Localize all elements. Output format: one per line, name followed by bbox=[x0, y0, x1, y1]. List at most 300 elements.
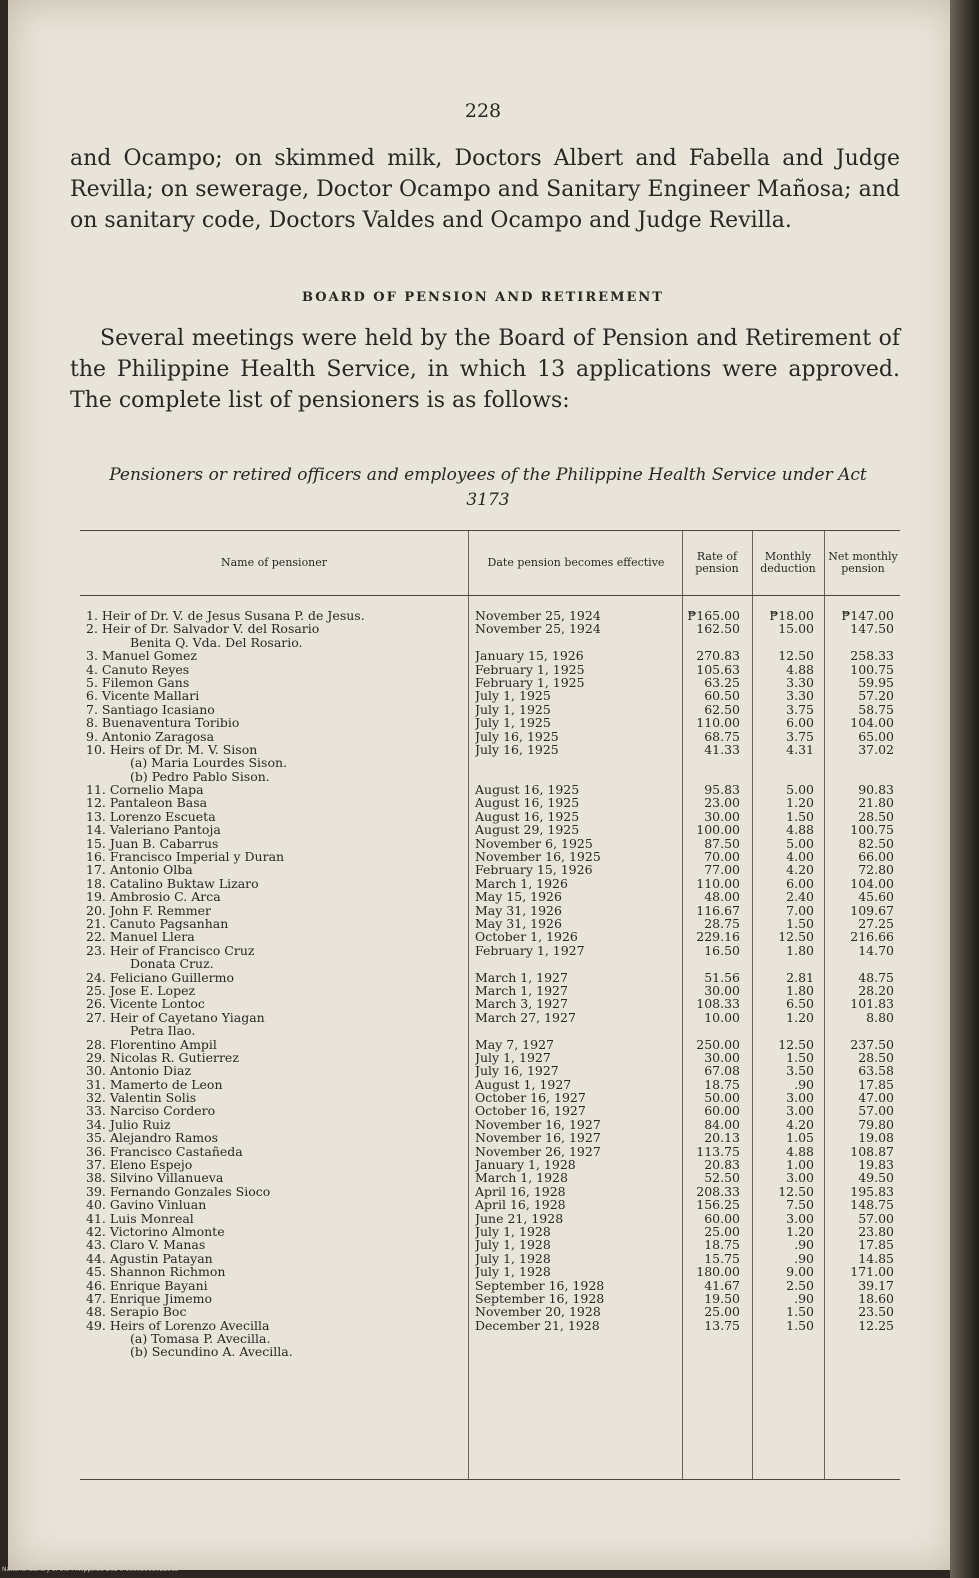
effective-date: March 1, 1926 bbox=[475, 875, 568, 891]
table-row bbox=[80, 1264, 900, 1280]
pensioner-name: 4. Canuto Reyes bbox=[86, 661, 190, 677]
net-pension: ₱147.00 bbox=[841, 608, 894, 623]
pension-rate: 15.75 bbox=[704, 1250, 740, 1266]
pensioner-name: 25. Jose E. Lopez bbox=[86, 982, 196, 998]
pensioner-name: 47. Enrique Jimemo bbox=[86, 1290, 213, 1306]
pension-rate: 162.50 bbox=[696, 621, 740, 637]
pensioner-name: 28. Florentino Ampil bbox=[86, 1036, 217, 1052]
pensioner-name: 16. Francisco Imperial y Duran bbox=[86, 849, 285, 865]
pension-rate: 229.16 bbox=[696, 929, 740, 945]
monthly-deduction: .90 bbox=[794, 1237, 814, 1253]
pension-rate: 250.00 bbox=[696, 1036, 740, 1052]
monthly-deduction: 1.20 bbox=[786, 795, 814, 811]
effective-date: July 16, 1927 bbox=[475, 1063, 559, 1079]
pension-rate: 19.50 bbox=[704, 1290, 740, 1306]
pensioner-name: 1. Heir of Dr. V. de Jesus Susana P. de Jesus. bbox=[86, 608, 365, 623]
pensioner-name: 20. John F. Remmer bbox=[86, 902, 212, 918]
table-body bbox=[80, 608, 900, 1358]
monthly-deduction: 1.05 bbox=[786, 1130, 814, 1146]
pensioner-name: 37. Eleno Espejo bbox=[86, 1157, 193, 1173]
pensioner-name: 35. Alejandro Ramos bbox=[86, 1130, 219, 1146]
effective-date: November 20, 1928 bbox=[475, 1304, 601, 1320]
table-caption: Pensioners or retired officers and employees of the Philippine Health Service under Act 3173 bbox=[109, 465, 867, 510]
pensioner-name: 32. Valentin Solis bbox=[86, 1090, 197, 1106]
monthly-deduction: .90 bbox=[794, 1250, 814, 1266]
table-row bbox=[80, 929, 900, 945]
monthly-deduction: 3.00 bbox=[786, 1103, 814, 1119]
net-pension: 237.50 bbox=[850, 1036, 894, 1052]
net-pension: 28.20 bbox=[858, 982, 894, 998]
pension-rate: 62.50 bbox=[704, 701, 740, 717]
pensioner-name: Donata Cruz. bbox=[130, 956, 214, 972]
table-row bbox=[80, 876, 900, 889]
table-row bbox=[80, 1077, 900, 1090]
pension-rate: 110.00 bbox=[696, 875, 740, 891]
pensioner-name: 5. Filemon Gans bbox=[86, 674, 190, 690]
table-row bbox=[80, 1331, 900, 1347]
pensioner-name: 41. Luis Monreal bbox=[86, 1210, 194, 1226]
table-row bbox=[80, 1170, 900, 1186]
net-pension: 148.75 bbox=[850, 1197, 894, 1213]
table-row bbox=[80, 608, 900, 621]
pension-rate: 63.25 bbox=[704, 674, 740, 690]
pension-rate: 13.75 bbox=[704, 1317, 740, 1333]
pension-rate: 208.33 bbox=[696, 1183, 740, 1199]
table-row bbox=[80, 903, 900, 916]
net-pension: 12.25 bbox=[858, 1317, 894, 1333]
table-row bbox=[80, 1050, 900, 1063]
table-row bbox=[80, 648, 900, 664]
net-pension: 28.50 bbox=[858, 1049, 894, 1065]
pensioner-name: 3. Manuel Gomez bbox=[86, 648, 197, 664]
pension-rate: ₱165.00 bbox=[687, 608, 740, 623]
net-pension: 109.67 bbox=[850, 902, 894, 918]
table-row bbox=[80, 782, 900, 798]
pensioner-name: (a) Maria Lourdes Sison. bbox=[130, 755, 287, 771]
pensioner-name: 23. Heir of Francisco Cruz bbox=[86, 942, 255, 958]
effective-date: September 16, 1928 bbox=[475, 1290, 605, 1306]
monthly-deduction: 1.80 bbox=[786, 982, 814, 998]
net-pension: 90.83 bbox=[858, 782, 894, 798]
net-pension: 104.00 bbox=[850, 715, 894, 731]
binding-shadow bbox=[950, 0, 979, 1578]
effective-date: May 31, 1926 bbox=[475, 902, 562, 918]
pension-rate: 180.00 bbox=[696, 1264, 740, 1280]
pension-rate: 60.50 bbox=[704, 688, 740, 704]
net-pension: 45.60 bbox=[858, 889, 894, 905]
effective-date: August 29, 1925 bbox=[475, 822, 580, 838]
pensioner-name: 30. Antonio Diaz bbox=[86, 1063, 192, 1079]
table-row bbox=[80, 996, 900, 1012]
pensioner-name: 48. Serapio Boc bbox=[86, 1304, 187, 1320]
net-pension: 66.00 bbox=[858, 849, 894, 865]
effective-date: August 16, 1925 bbox=[475, 782, 580, 798]
net-pension: 59.95 bbox=[858, 674, 894, 690]
monthly-deduction: 3.00 bbox=[786, 1170, 814, 1186]
effective-date: February 15, 1926 bbox=[475, 862, 593, 878]
pension-rate: 110.00 bbox=[696, 715, 740, 731]
monthly-deduction: 3.50 bbox=[786, 1063, 814, 1079]
net-pension: 23.80 bbox=[858, 1223, 894, 1239]
pensioner-name: 45. Shannon Richmon bbox=[86, 1264, 226, 1280]
effective-date: May 31, 1926 bbox=[475, 915, 562, 931]
effective-date: April 16, 1928 bbox=[475, 1197, 566, 1213]
net-pension: 28.50 bbox=[858, 808, 894, 824]
effective-date: April 16, 1928 bbox=[475, 1183, 566, 1199]
effective-date: September 16, 1928 bbox=[475, 1277, 605, 1293]
pension-rate: 116.67 bbox=[696, 902, 740, 918]
table-row bbox=[80, 1130, 900, 1146]
monthly-deduction: 7.50 bbox=[786, 1197, 814, 1213]
pensioner-name: 18. Catalino Buktaw Lizaro bbox=[86, 875, 259, 891]
effective-date: October 16, 1927 bbox=[475, 1103, 586, 1119]
table-row bbox=[80, 755, 900, 771]
net-pension: 47.00 bbox=[858, 1090, 894, 1106]
net-pension: 195.83 bbox=[850, 1183, 894, 1199]
net-pension: 39.17 bbox=[858, 1277, 894, 1293]
table-row bbox=[80, 1037, 900, 1050]
pension-rate: 20.13 bbox=[704, 1130, 740, 1146]
pension-rate: 20.83 bbox=[704, 1157, 740, 1173]
net-pension: 65.00 bbox=[858, 728, 894, 744]
net-pension: 8.80 bbox=[866, 1009, 894, 1025]
pensioner-name: 8. Buenaventura Toribio bbox=[86, 715, 240, 731]
effective-date: July 16, 1925 bbox=[475, 728, 559, 744]
page-number: 228 bbox=[464, 100, 502, 122]
effective-date: February 1, 1925 bbox=[475, 674, 585, 690]
table-row bbox=[80, 836, 900, 849]
net-pension: 100.75 bbox=[850, 822, 894, 838]
net-pension: 14.85 bbox=[858, 1250, 894, 1266]
table-row bbox=[80, 1103, 900, 1119]
effective-date: August 1, 1927 bbox=[475, 1076, 572, 1092]
net-pension: 19.08 bbox=[858, 1130, 894, 1146]
monthly-deduction: 15.00 bbox=[778, 621, 814, 637]
monthly-deduction: 6.50 bbox=[786, 996, 814, 1012]
table-row bbox=[80, 983, 900, 996]
pensioner-name: 2. Heir of Dr. Salvador V. del Rosario bbox=[86, 621, 320, 637]
pensioner-name: 13. Lorenzo Escueta bbox=[86, 808, 216, 824]
board-paragraph: Several meetings were held by the Board of Pension and Retirement of the Philippine Health Service, in which 13 applications were approved. The complete list of pensioners is as follows: bbox=[70, 326, 900, 413]
net-pension: 23.50 bbox=[858, 1304, 894, 1320]
table-row bbox=[80, 1291, 900, 1304]
pension-rate: 67.08 bbox=[704, 1063, 740, 1079]
effective-date: July 1, 1927 bbox=[475, 1049, 551, 1065]
monthly-deduction: 9.00 bbox=[786, 1264, 814, 1280]
table-row bbox=[80, 1224, 900, 1237]
effective-date: November 26, 1927 bbox=[475, 1143, 601, 1159]
net-pension: 63.58 bbox=[858, 1063, 894, 1079]
pensioner-name: 21. Canuto Pagsanhan bbox=[86, 915, 229, 931]
table-row bbox=[80, 1144, 900, 1157]
table-row bbox=[80, 635, 900, 648]
table-row bbox=[80, 1318, 900, 1331]
table-row bbox=[80, 662, 900, 675]
pension-rate: 16.50 bbox=[704, 942, 740, 958]
net-pension: 258.33 bbox=[850, 648, 894, 664]
pension-rate: 51.56 bbox=[704, 969, 740, 985]
monthly-deduction: 1.50 bbox=[786, 1317, 814, 1333]
pensioner-name: (a) Tomasa P. Avecilla. bbox=[130, 1331, 271, 1347]
net-pension: 17.85 bbox=[858, 1237, 894, 1253]
effective-date: January 15, 1926 bbox=[475, 648, 584, 664]
pension-rate: 50.00 bbox=[704, 1090, 740, 1106]
monthly-deduction: 3.75 bbox=[786, 701, 814, 717]
effective-date: May 7, 1927 bbox=[475, 1036, 554, 1052]
table-row bbox=[80, 1010, 900, 1023]
table-row bbox=[80, 1278, 900, 1291]
net-pension: 58.75 bbox=[858, 701, 894, 717]
monthly-deduction: 2.50 bbox=[786, 1277, 814, 1293]
net-pension: 100.75 bbox=[850, 661, 894, 677]
pensioner-name: 17. Antonio Olba bbox=[86, 862, 193, 878]
effective-date: October 1, 1926 bbox=[475, 929, 578, 945]
effective-date: November 6, 1925 bbox=[475, 835, 593, 851]
net-pension: 27.25 bbox=[858, 915, 894, 931]
net-pension: 104.00 bbox=[850, 875, 894, 891]
pensioner-name: 33. Narciso Cordero bbox=[86, 1103, 216, 1119]
effective-date: November 16, 1927 bbox=[475, 1130, 601, 1146]
table-row bbox=[80, 1344, 900, 1360]
effective-date: November 25, 1924 bbox=[475, 608, 601, 623]
monthly-deduction: 4.20 bbox=[786, 1116, 814, 1132]
pension-rate: 108.33 bbox=[696, 996, 740, 1012]
pension-rate: 60.00 bbox=[704, 1103, 740, 1119]
effective-date: January 1, 1928 bbox=[475, 1157, 576, 1173]
net-pension: 82.50 bbox=[858, 835, 894, 851]
section-heading: BOARD OF PENSION AND RETIREMENT bbox=[302, 290, 664, 305]
net-pension: 37.02 bbox=[858, 741, 894, 757]
pension-rate: 156.25 bbox=[696, 1197, 740, 1213]
net-pension: 171.00 bbox=[850, 1264, 894, 1280]
net-pension: 48.75 bbox=[858, 969, 894, 985]
monthly-deduction: 1.80 bbox=[786, 942, 814, 958]
net-pension: 108.87 bbox=[850, 1143, 894, 1159]
pension-rate: 95.83 bbox=[704, 782, 740, 798]
pension-rate: 113.75 bbox=[696, 1143, 740, 1159]
pension-table bbox=[80, 530, 900, 1480]
pensioner-name: 12. Pantaleon Basa bbox=[86, 795, 208, 811]
pensioner-name: 19. Ambrosio C. Arca bbox=[86, 889, 221, 905]
pensioner-name: 14. Valeriano Pantoja bbox=[86, 822, 221, 838]
effective-date: July 1, 1925 bbox=[475, 688, 551, 704]
net-pension: 57.20 bbox=[858, 688, 894, 704]
table-row bbox=[80, 742, 900, 755]
table-row bbox=[80, 1117, 900, 1130]
table-row bbox=[80, 1023, 900, 1039]
effective-date: May 15, 1926 bbox=[475, 889, 562, 905]
monthly-deduction: 1.50 bbox=[786, 1304, 814, 1320]
effective-date: August 16, 1925 bbox=[475, 795, 580, 811]
monthly-deduction: 7.00 bbox=[786, 902, 814, 918]
pension-rate: 68.75 bbox=[704, 728, 740, 744]
pensioner-name: (b) Pedro Pablo Sison. bbox=[130, 768, 270, 784]
monthly-deduction: 3.00 bbox=[786, 1090, 814, 1106]
monthly-deduction: 6.00 bbox=[786, 875, 814, 891]
pension-rate: 30.00 bbox=[704, 982, 740, 998]
pensioner-name: 38. Silvino Villanueva bbox=[86, 1170, 224, 1186]
effective-date: February 1, 1927 bbox=[475, 942, 585, 958]
pensioner-name: 43. Claro V. Manas bbox=[86, 1237, 206, 1253]
monthly-deduction: 1.00 bbox=[786, 1157, 814, 1173]
pension-rate: 30.00 bbox=[704, 1049, 740, 1065]
net-pension: 57.00 bbox=[858, 1103, 894, 1119]
net-pension: 18.60 bbox=[858, 1290, 894, 1306]
table-row bbox=[80, 1237, 900, 1253]
pension-rate: 18.75 bbox=[704, 1076, 740, 1092]
net-pension: 79.80 bbox=[858, 1116, 894, 1132]
pensioner-name: (b) Secundino A. Avecilla. bbox=[130, 1344, 293, 1360]
table-row bbox=[80, 916, 900, 929]
net-pension: 57.00 bbox=[858, 1210, 894, 1226]
intro-paragraph: and Ocampo; on skimmed milk, Doctors Albert and Fabella and Judge Revilla; on sewerage, Doctor Ocampo and Sanitary Engineer Mañosa; and on sanitary code, Doctors Valdes and Ocampo and Judge Revilla. bbox=[70, 146, 900, 233]
header-date: Date pension becomes effective bbox=[487, 556, 665, 569]
table-row bbox=[80, 956, 900, 972]
pensioner-name: 11. Cornelio Mapa bbox=[86, 782, 204, 798]
effective-date: July 1, 1928 bbox=[475, 1237, 551, 1253]
pension-rate: 28.75 bbox=[704, 915, 740, 931]
pensioner-name: 7. Santiago Icasiano bbox=[86, 701, 215, 717]
effective-date: July 16, 1925 bbox=[475, 741, 559, 757]
monthly-deduction: 4.88 bbox=[786, 1143, 814, 1159]
table-row bbox=[80, 809, 900, 822]
net-pension: 49.50 bbox=[858, 1170, 894, 1186]
pensioner-name: 29. Nicolas R. Gutierrez bbox=[86, 1049, 239, 1065]
effective-date: July 1, 1928 bbox=[475, 1223, 551, 1239]
pensioner-name: 27. Heir of Cayetano Yiagan bbox=[86, 1009, 265, 1025]
table-row bbox=[80, 1251, 900, 1264]
monthly-deduction: 1.50 bbox=[786, 808, 814, 824]
pensioner-name: 26. Vicente Lontoc bbox=[86, 996, 205, 1012]
monthly-deduction: 5.00 bbox=[786, 782, 814, 798]
effective-date: March 1, 1927 bbox=[475, 969, 568, 985]
pensioner-name: 42. Victorino Almonte bbox=[86, 1223, 225, 1239]
monthly-deduction: 2.81 bbox=[786, 969, 814, 985]
pension-rate: 100.00 bbox=[696, 822, 740, 838]
net-pension: 17.85 bbox=[858, 1076, 894, 1092]
pension-rate: 270.83 bbox=[696, 648, 740, 664]
pension-rate: 41.33 bbox=[704, 741, 740, 757]
pensioner-name: Petra Ilao. bbox=[130, 1023, 196, 1039]
monthly-deduction: 5.00 bbox=[786, 835, 814, 851]
net-pension: 19.83 bbox=[858, 1157, 894, 1173]
pension-rate: 25.00 bbox=[704, 1223, 740, 1239]
monthly-deduction: 4.00 bbox=[786, 849, 814, 865]
monthly-deduction: 12.50 bbox=[778, 1036, 814, 1052]
pensioner-name: 22. Manuel Llera bbox=[86, 929, 195, 945]
table-row bbox=[80, 970, 900, 983]
pension-rate: 30.00 bbox=[704, 808, 740, 824]
monthly-deduction: 12.50 bbox=[778, 929, 814, 945]
header-name: Name of pensioner bbox=[220, 556, 328, 569]
table-row bbox=[80, 1211, 900, 1224]
table-row bbox=[80, 1197, 900, 1213]
table-row bbox=[80, 715, 900, 731]
pensioner-name: 46. Enrique Bayani bbox=[86, 1277, 208, 1293]
table-row bbox=[80, 1063, 900, 1079]
table-row bbox=[80, 849, 900, 865]
pensioner-name: Benita Q. Vda. Del Rosario. bbox=[130, 634, 303, 650]
header-rate: Rate of pension bbox=[695, 550, 739, 575]
monthly-deduction: 1.50 bbox=[786, 1049, 814, 1065]
pension-rate: 87.50 bbox=[704, 835, 740, 851]
net-pension: 72.80 bbox=[858, 862, 894, 878]
monthly-deduction: 12.50 bbox=[778, 648, 814, 664]
net-pension: 14.70 bbox=[858, 942, 894, 958]
effective-date: December 21, 1928 bbox=[475, 1317, 600, 1333]
pension-rate: 52.50 bbox=[704, 1170, 740, 1186]
monthly-deduction: 12.50 bbox=[778, 1183, 814, 1199]
pensioner-name: 9. Antonio Zaragosa bbox=[86, 728, 215, 744]
pension-rate: 18.75 bbox=[704, 1237, 740, 1253]
pensioner-name: 40. Gavino Vinluan bbox=[86, 1197, 207, 1213]
effective-date: July 1, 1928 bbox=[475, 1250, 551, 1266]
effective-date: November 16, 1927 bbox=[475, 1116, 601, 1132]
pension-rate: 105.63 bbox=[696, 661, 740, 677]
footer-credit: National Library of the Philippines D024P00003965022363 bbox=[2, 1566, 179, 1573]
monthly-deduction: 3.75 bbox=[786, 728, 814, 744]
effective-date: July 1, 1925 bbox=[475, 701, 551, 717]
table-row bbox=[80, 1304, 900, 1320]
table-row bbox=[80, 1090, 900, 1106]
table-row bbox=[80, 1184, 900, 1197]
pension-rate: 84.00 bbox=[704, 1116, 740, 1132]
net-pension: 216.66 bbox=[850, 929, 894, 945]
monthly-deduction: 3.30 bbox=[786, 674, 814, 690]
net-pension: 147.50 bbox=[850, 621, 894, 637]
effective-date: July 1, 1928 bbox=[475, 1264, 551, 1280]
pension-rate: 10.00 bbox=[704, 1009, 740, 1025]
header-net: Net monthly pension bbox=[828, 550, 898, 575]
pensioner-name: 15. Juan B. Cabarrus bbox=[86, 835, 219, 851]
pensioner-name: 36. Francisco Castañeda bbox=[86, 1143, 243, 1159]
table-row bbox=[80, 889, 900, 905]
pension-rate: 48.00 bbox=[704, 889, 740, 905]
pensioner-name: 44. Agustin Patayan bbox=[86, 1250, 213, 1266]
monthly-deduction: 4.88 bbox=[786, 661, 814, 677]
effective-date: March 27, 1927 bbox=[475, 1009, 576, 1025]
net-pension: 101.83 bbox=[850, 996, 894, 1012]
table-row bbox=[80, 943, 900, 956]
pensioner-name: 39. Fernando Gonzales Sioco bbox=[86, 1183, 271, 1199]
monthly-deduction: 1.20 bbox=[786, 1223, 814, 1239]
effective-date: July 1, 1925 bbox=[475, 715, 551, 731]
monthly-deduction: 6.00 bbox=[786, 715, 814, 731]
pensioner-name: 24. Feliciano Guillermo bbox=[86, 969, 235, 985]
table-row bbox=[80, 675, 900, 688]
effective-date: August 16, 1925 bbox=[475, 808, 580, 824]
pension-rate: 60.00 bbox=[704, 1210, 740, 1226]
pensioner-name: 34. Julio Ruiz bbox=[86, 1116, 171, 1132]
monthly-deduction: 3.00 bbox=[786, 1210, 814, 1226]
monthly-deduction: ₱18.00 bbox=[769, 608, 814, 623]
scanned-page bbox=[8, 0, 958, 1570]
pension-rate: 25.00 bbox=[704, 1304, 740, 1320]
pension-rate: 41.67 bbox=[704, 1277, 740, 1293]
table-row bbox=[80, 1157, 900, 1173]
effective-date: June 21, 1928 bbox=[475, 1210, 564, 1226]
pensioner-name: 31. Mamerto de Leon bbox=[86, 1076, 223, 1092]
monthly-deduction: 4.88 bbox=[786, 822, 814, 838]
effective-date: March 1, 1927 bbox=[475, 982, 568, 998]
net-pension: 21.80 bbox=[858, 795, 894, 811]
table-row bbox=[80, 795, 900, 811]
pensioner-name: 49. Heirs of Lorenzo Avecilla bbox=[86, 1317, 270, 1333]
table-row bbox=[80, 769, 900, 782]
monthly-deduction: 4.31 bbox=[786, 741, 814, 757]
pension-rate: 70.00 bbox=[704, 849, 740, 865]
pensioner-name: 6. Vicente Mallari bbox=[86, 688, 200, 704]
